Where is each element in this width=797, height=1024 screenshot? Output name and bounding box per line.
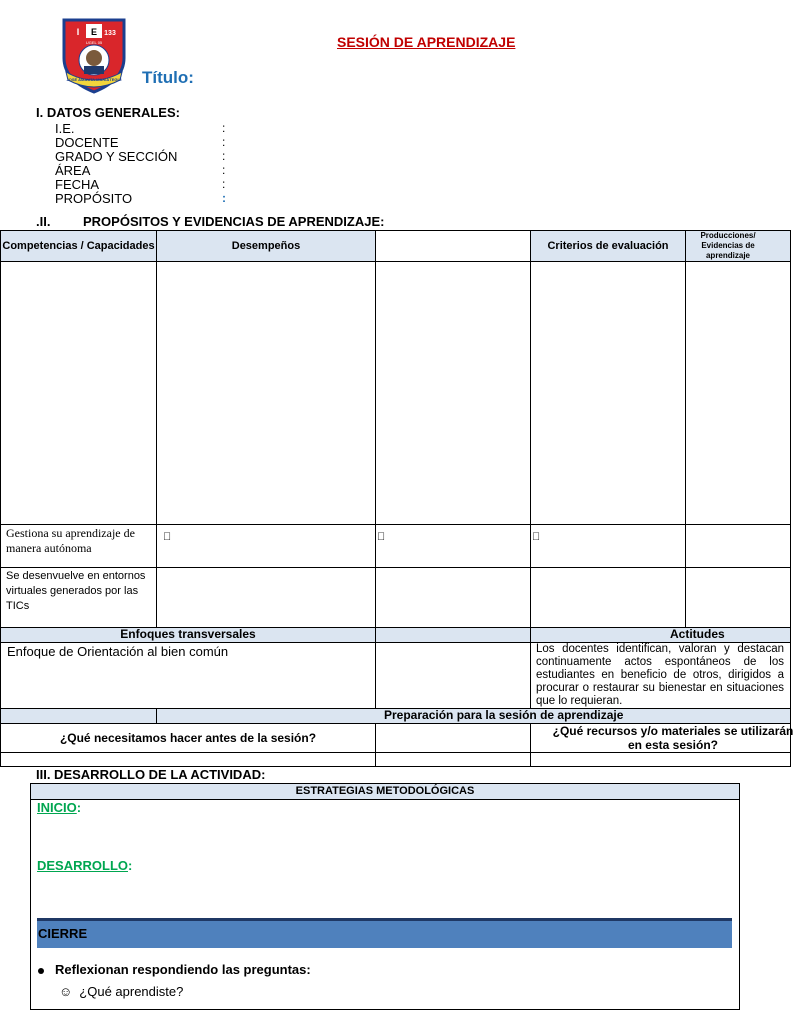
section-datos-generales-heading: I. DATOS GENERALES: (36, 105, 180, 120)
svg-text:JOSÉ AMAUTA MARIÁTEGUI: JOSÉ AMAUTA MARIÁTEGUI (66, 77, 122, 82)
col-header-competencias: Competencias / Capacidades (1, 231, 157, 262)
actitudes-header: Actitudes (531, 628, 791, 643)
section-propositos-heading (36, 214, 385, 229)
field-label-fecha: FECHA (55, 177, 100, 192)
enfoque-value: Enfoque de Orientación al bien común (1, 643, 376, 709)
recursos-value[interactable] (531, 753, 791, 767)
actitud-cell (531, 643, 791, 709)
cell-blank[interactable] (686, 568, 791, 628)
cell-blank[interactable] (376, 753, 531, 767)
col-header-producciones-text: Producciones/ Evidencias de aprendizaje (700, 231, 756, 260)
cell-desempenos-blank[interactable] (157, 262, 376, 525)
field-label-grado: GRADO Y SECCIÓN (55, 149, 178, 164)
session-title-label: Título: (142, 68, 194, 87)
cell-empty-blank[interactable] (376, 262, 531, 525)
svg-text:133: 133 (104, 30, 116, 37)
enfoques-header: Enfoques transversales (1, 628, 376, 643)
cell-blank[interactable] (157, 568, 376, 628)
field-separator: : (222, 121, 226, 135)
field-separator: : (222, 177, 226, 191)
svg-text:UGEL 05: UGEL 05 (85, 40, 103, 45)
question-item (59, 984, 183, 999)
col-header-empty (376, 231, 531, 262)
field-label-docente: DOCENTE (55, 135, 119, 150)
cell-blank[interactable] (686, 525, 791, 568)
field-separator: : (222, 191, 226, 205)
antes-value[interactable] (1, 753, 376, 767)
field-separator: : (222, 163, 226, 177)
estrategias-box (30, 783, 740, 1010)
reflexion-text: Reflexionan respondiendo las preguntas: (55, 962, 311, 977)
cell-blank (376, 628, 531, 643)
cell-blank[interactable] (376, 643, 531, 709)
desarrollo-text: DESARROLLO (37, 858, 128, 873)
cell-blank[interactable] (531, 568, 686, 628)
competencia-gestiona: Gestiona su aprendizaje de manera autónoma (1, 525, 157, 568)
cell-blank (1, 709, 157, 724)
bullet-dot (38, 968, 44, 974)
propositos-table (0, 230, 794, 767)
field-separator: : (222, 149, 226, 163)
section-title: PROPÓSITOS Y EVIDENCIAS DE APRENDIZAJE: (83, 214, 385, 229)
svg-text:E: E (90, 27, 98, 37)
desarrollo-colon: : (128, 858, 133, 873)
recursos-label: ¿Qué recursos y/o materiales se utilizarán en esta sesión? (552, 724, 794, 752)
placeholder-glyph (531, 525, 686, 568)
section-desarrollo-heading: III. DESARROLLO DE LA ACTIVIDAD: (36, 767, 266, 782)
estrategias-header: ESTRATEGIAS METODOLÓGICAS (31, 784, 739, 800)
reflexion-bullet (37, 962, 311, 977)
col-header-desempenos: Desempeños (157, 231, 376, 262)
placeholder-glyph (376, 525, 531, 568)
competencia-tics: Se desenvuelve en entornos virtuales generados por las TICs (1, 568, 157, 628)
field-label-ie: I.E. (55, 121, 75, 136)
antes-label: ¿Qué necesitamos hacer antes de la sesión? (1, 724, 376, 753)
question-text: ¿Qué aprendiste? (79, 984, 184, 999)
cell-criterios-blank[interactable] (531, 262, 686, 525)
section-number: .II. (36, 214, 51, 229)
inicio-colon: : (76, 800, 82, 815)
inicio-text: INICIO (37, 800, 77, 815)
cell-blank[interactable] (376, 568, 531, 628)
field-label-area: ÁREA (55, 163, 91, 178)
school-crest-logo (58, 14, 130, 94)
cell-producciones-blank[interactable] (686, 262, 791, 525)
page-title: SESIÓN DE APRENDIZAJE (337, 34, 516, 50)
placeholder-glyph (157, 525, 376, 568)
field-separator: : (222, 135, 226, 149)
svg-text:I: I (76, 27, 80, 37)
desarrollo-label (37, 858, 132, 873)
actitud-value: Los docentes identifican, valoran y destacan continuamente actos espontáneos de los estudiantes en beneficio de otros, dirigidos a procurar o restaurar su bienestar en situaciones que lo requieran. (536, 643, 784, 707)
smiley-icon: ☺ (59, 984, 73, 999)
col-header-producciones (686, 231, 791, 262)
cierre-bar: CIERRE (37, 918, 732, 948)
inicio-label (37, 800, 81, 815)
cell-blank[interactable] (376, 724, 531, 753)
field-label-proposito: PROPÓSITO (55, 191, 133, 206)
recursos-label-cell (531, 724, 794, 753)
preparacion-header: Preparación para la sesión de aprendizaje (157, 709, 791, 724)
cell-competencias-blank[interactable] (1, 262, 157, 525)
col-header-criterios: Criterios de evaluación (531, 231, 686, 262)
